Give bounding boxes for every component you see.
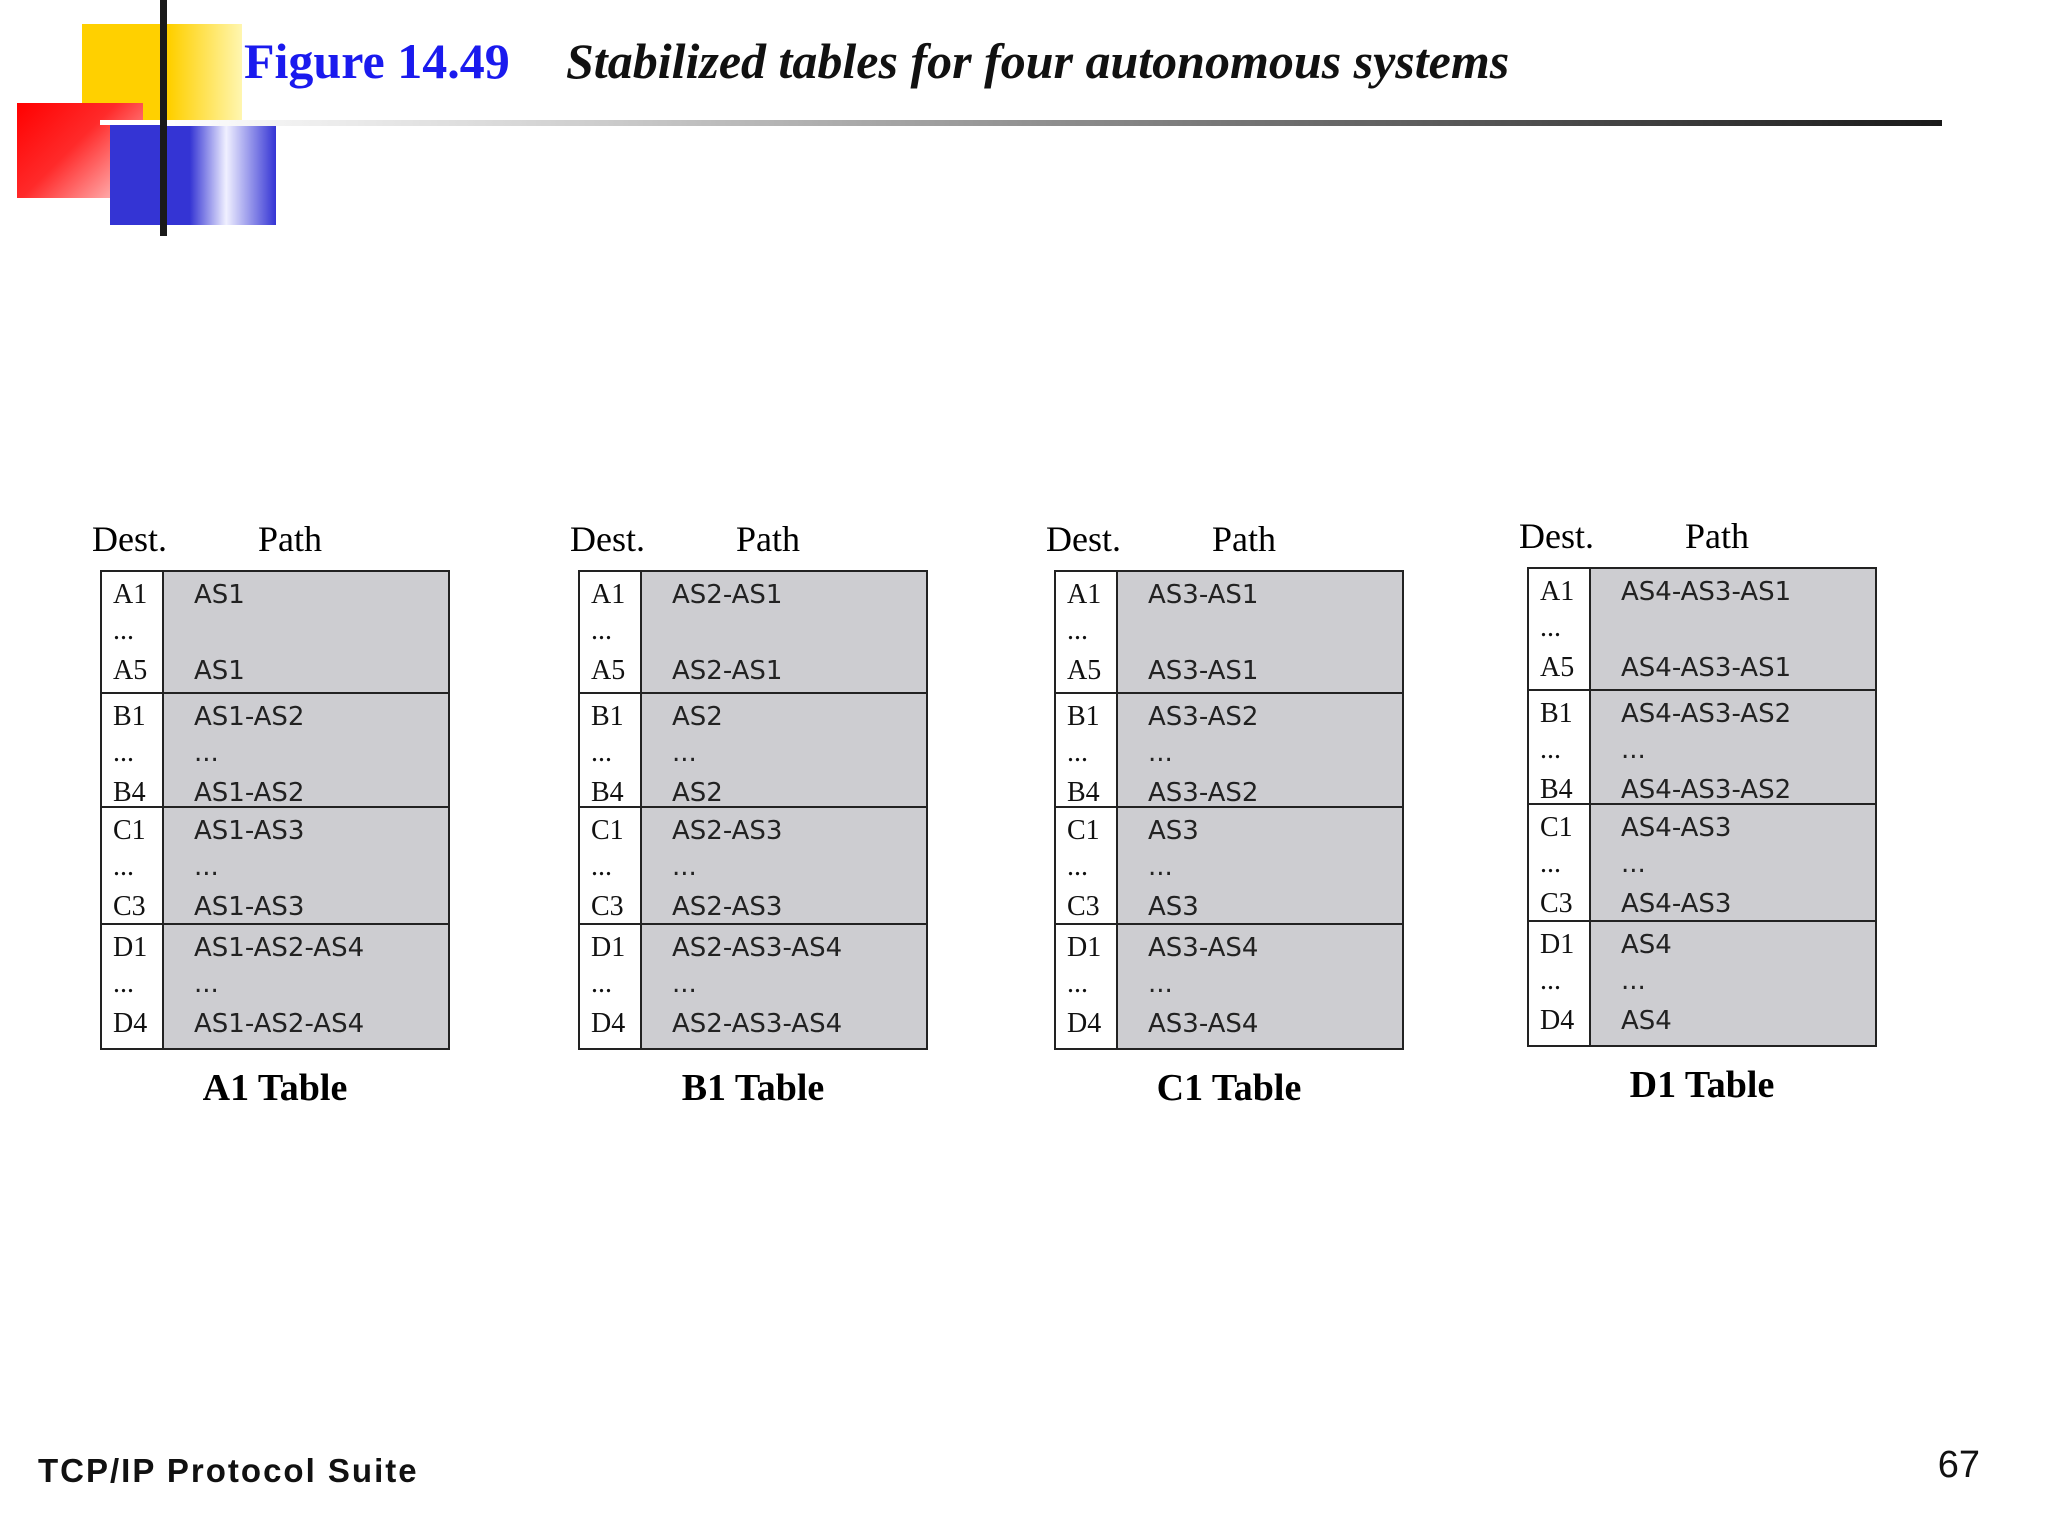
path-entry: ...	[672, 738, 697, 768]
path-entry: AS1-AS2	[194, 778, 305, 808]
path-entry: AS3-AS1	[1148, 656, 1259, 686]
dest-cell	[1056, 694, 1118, 806]
dest-entry: A1	[1540, 576, 1575, 607]
column-header-path: Path	[258, 519, 323, 559]
table-row-group	[580, 806, 926, 923]
dest-entry: B1	[1067, 701, 1100, 732]
path-entry: AS2-AS3	[672, 816, 783, 846]
dest-entry: ...	[591, 851, 612, 882]
path-cell	[164, 694, 448, 806]
table-row-group	[1056, 923, 1402, 1048]
path-entry: ...	[194, 969, 219, 999]
decor-vertical-line	[160, 0, 167, 236]
table-header	[92, 518, 460, 562]
dest-entry: C1	[113, 815, 146, 846]
path-cell	[1591, 805, 1875, 920]
path-entry: ...	[194, 852, 219, 882]
path-entry: ...	[1621, 849, 1646, 879]
dest-entry: C3	[591, 891, 624, 922]
path-cell	[164, 925, 448, 1048]
path-entry: ...	[672, 969, 697, 999]
dest-entry: D1	[1540, 929, 1575, 960]
table-body	[100, 570, 450, 1050]
path-entry: AS3-AS4	[1148, 933, 1259, 963]
table-header	[570, 518, 938, 562]
dest-entry: ...	[113, 737, 134, 768]
path-cell	[164, 808, 448, 923]
dest-entry: C3	[1540, 888, 1573, 919]
table-caption: D1 Table	[1629, 1064, 1775, 1106]
dest-entry: ...	[591, 615, 612, 646]
dest-entry: A1	[113, 579, 148, 610]
path-entry: AS3-AS2	[1148, 702, 1259, 732]
path-cell	[642, 572, 926, 692]
table-caption: A1 Table	[202, 1067, 348, 1109]
dest-entry: ...	[1540, 612, 1561, 643]
dest-entry: C1	[591, 815, 624, 846]
path-entry: AS2-AS3-AS4	[672, 933, 843, 963]
dest-entry: B1	[1540, 698, 1573, 729]
path-entry: AS2-AS3	[672, 892, 783, 922]
column-header-dest: Dest.	[570, 519, 645, 559]
path-cell	[1118, 572, 1402, 692]
dest-entry: D1	[591, 932, 626, 963]
dest-cell	[1529, 569, 1591, 689]
table-row-group	[1056, 572, 1402, 692]
decor-blue-block	[110, 123, 276, 225]
dest-entry: D1	[1067, 932, 1102, 963]
path-entry: AS4-AS3-AS1	[1621, 577, 1792, 607]
dest-entry: ...	[1067, 968, 1088, 999]
footer-label: TCP/IP Protocol Suite	[38, 1452, 419, 1489]
dest-cell	[580, 925, 642, 1048]
dest-entry: ...	[591, 737, 612, 768]
dest-entry: ...	[113, 968, 134, 999]
path-entry: ...	[1621, 966, 1646, 996]
table-body	[1527, 567, 1877, 1047]
table-caption: B1 Table	[681, 1067, 825, 1109]
dest-entry: ...	[1067, 851, 1088, 882]
path-entry: AS2-AS3-AS4	[672, 1009, 843, 1039]
table-row-group	[1529, 569, 1875, 689]
table-caption: C1 Table	[1156, 1067, 1302, 1109]
path-entry: ...	[1621, 735, 1646, 765]
dest-entry: A5	[113, 655, 148, 686]
dest-entry: D4	[113, 1008, 148, 1039]
dest-entry: A5	[1067, 655, 1102, 686]
dest-entry: B4	[113, 777, 146, 808]
path-entry: AS3-AS1	[1148, 580, 1259, 610]
dest-entry: D1	[113, 932, 148, 963]
dest-entry: ...	[1540, 965, 1561, 996]
path-entry: AS4-AS3	[1621, 889, 1732, 919]
path-entry: ...	[1148, 969, 1173, 999]
dest-entry: A1	[591, 579, 626, 610]
path-entry: AS4	[1621, 1006, 1672, 1036]
table-row-group	[102, 572, 448, 692]
path-entry: AS1	[194, 580, 245, 610]
dest-cell	[1056, 572, 1118, 692]
path-entry: AS2-AS1	[672, 656, 783, 686]
dest-entry: D4	[591, 1008, 626, 1039]
path-cell	[1118, 925, 1402, 1048]
table-row-group	[1529, 803, 1875, 920]
title-rule	[160, 120, 1942, 126]
path-entry: ...	[1148, 738, 1173, 768]
path-entry: AS4	[1621, 930, 1672, 960]
dest-entry: B1	[591, 701, 624, 732]
path-entry: AS4-AS3	[1621, 813, 1732, 843]
table-body	[1054, 570, 1404, 1050]
path-cell	[1118, 694, 1402, 806]
dest-entry: A5	[591, 655, 626, 686]
dest-entry: C3	[113, 891, 146, 922]
table-row-group	[1529, 920, 1875, 1045]
path-cell	[642, 808, 926, 923]
page-number: 67	[1937, 1444, 1980, 1486]
path-entry: AS2	[672, 778, 723, 808]
dest-entry: D4	[1540, 1005, 1575, 1036]
path-entry: ...	[194, 738, 219, 768]
figure-number: Figure 14.49	[244, 33, 510, 89]
dest-cell	[102, 694, 164, 806]
dest-entry: ...	[113, 851, 134, 882]
slide-title: Stabilized tables for four autonomous systems	[566, 33, 1510, 89]
dest-entry: ...	[1540, 734, 1561, 765]
dest-cell	[1056, 925, 1118, 1048]
path-entry: AS3	[1148, 816, 1199, 846]
column-header-dest: Dest.	[1519, 516, 1594, 556]
column-header-dest: Dest.	[92, 519, 167, 559]
path-entry: AS1-AS2	[194, 702, 305, 732]
path-entry: AS1-AS3	[194, 892, 305, 922]
path-entry: AS4-AS3-AS2	[1621, 775, 1792, 805]
dest-cell	[1529, 922, 1591, 1045]
path-entry: AS3-AS2	[1148, 778, 1259, 808]
path-entry: AS1	[194, 656, 245, 686]
table-row-group	[580, 923, 926, 1048]
path-entry: AS2	[672, 702, 723, 732]
path-cell	[642, 694, 926, 806]
path-entry: ...	[672, 852, 697, 882]
dest-entry: B1	[113, 701, 146, 732]
dest-cell	[580, 572, 642, 692]
dest-entry: ...	[1067, 615, 1088, 646]
dest-entry: A1	[1067, 579, 1102, 610]
column-header-path: Path	[736, 519, 801, 559]
dest-cell	[102, 808, 164, 923]
dest-entry: ...	[113, 615, 134, 646]
table-row-group	[102, 923, 448, 1048]
table-row-group	[1056, 806, 1402, 923]
dest-entry: C1	[1540, 812, 1573, 843]
dest-entry: ...	[591, 968, 612, 999]
path-entry: AS2-AS1	[672, 580, 783, 610]
table-row-group	[580, 692, 926, 806]
dest-cell	[1529, 805, 1591, 920]
table-row-group	[1056, 692, 1402, 806]
path-cell	[1591, 691, 1875, 803]
dest-entry: ...	[1067, 737, 1088, 768]
table-row-group	[102, 806, 448, 923]
column-header-path: Path	[1685, 516, 1750, 556]
dest-entry: ...	[1540, 848, 1561, 879]
table-header	[1046, 518, 1414, 562]
dest-cell	[1056, 808, 1118, 923]
path-entry: AS1-AS2-AS4	[194, 933, 365, 963]
column-header-dest: Dest.	[1046, 519, 1121, 559]
path-cell	[1118, 808, 1402, 923]
path-cell	[1591, 569, 1875, 689]
dest-entry: B4	[1540, 774, 1573, 805]
dest-entry: C1	[1067, 815, 1100, 846]
path-cell	[642, 925, 926, 1048]
path-entry: AS4-AS3-AS2	[1621, 699, 1792, 729]
column-header-path: Path	[1212, 519, 1277, 559]
path-entry: AS4-AS3-AS1	[1621, 653, 1792, 683]
path-cell	[164, 572, 448, 692]
dest-entry: B4	[1067, 777, 1100, 808]
dest-cell	[102, 572, 164, 692]
dest-cell	[580, 694, 642, 806]
table-row-group	[102, 692, 448, 806]
table-row-group	[1529, 689, 1875, 803]
table-row-group	[580, 572, 926, 692]
dest-cell	[102, 925, 164, 1048]
path-entry: AS1-AS2-AS4	[194, 1009, 365, 1039]
path-entry: AS1-AS3	[194, 816, 305, 846]
dest-entry: A5	[1540, 652, 1575, 683]
table-header	[1519, 515, 1887, 559]
path-cell	[1591, 922, 1875, 1045]
path-entry: AS3-AS4	[1148, 1009, 1259, 1039]
dest-entry: B4	[591, 777, 624, 808]
path-entry: ...	[1148, 852, 1173, 882]
dest-entry: C3	[1067, 891, 1100, 922]
table-body	[578, 570, 928, 1050]
dest-entry: D4	[1067, 1008, 1102, 1039]
path-entry: AS3	[1148, 892, 1199, 922]
dest-cell	[580, 808, 642, 923]
dest-cell	[1529, 691, 1591, 803]
